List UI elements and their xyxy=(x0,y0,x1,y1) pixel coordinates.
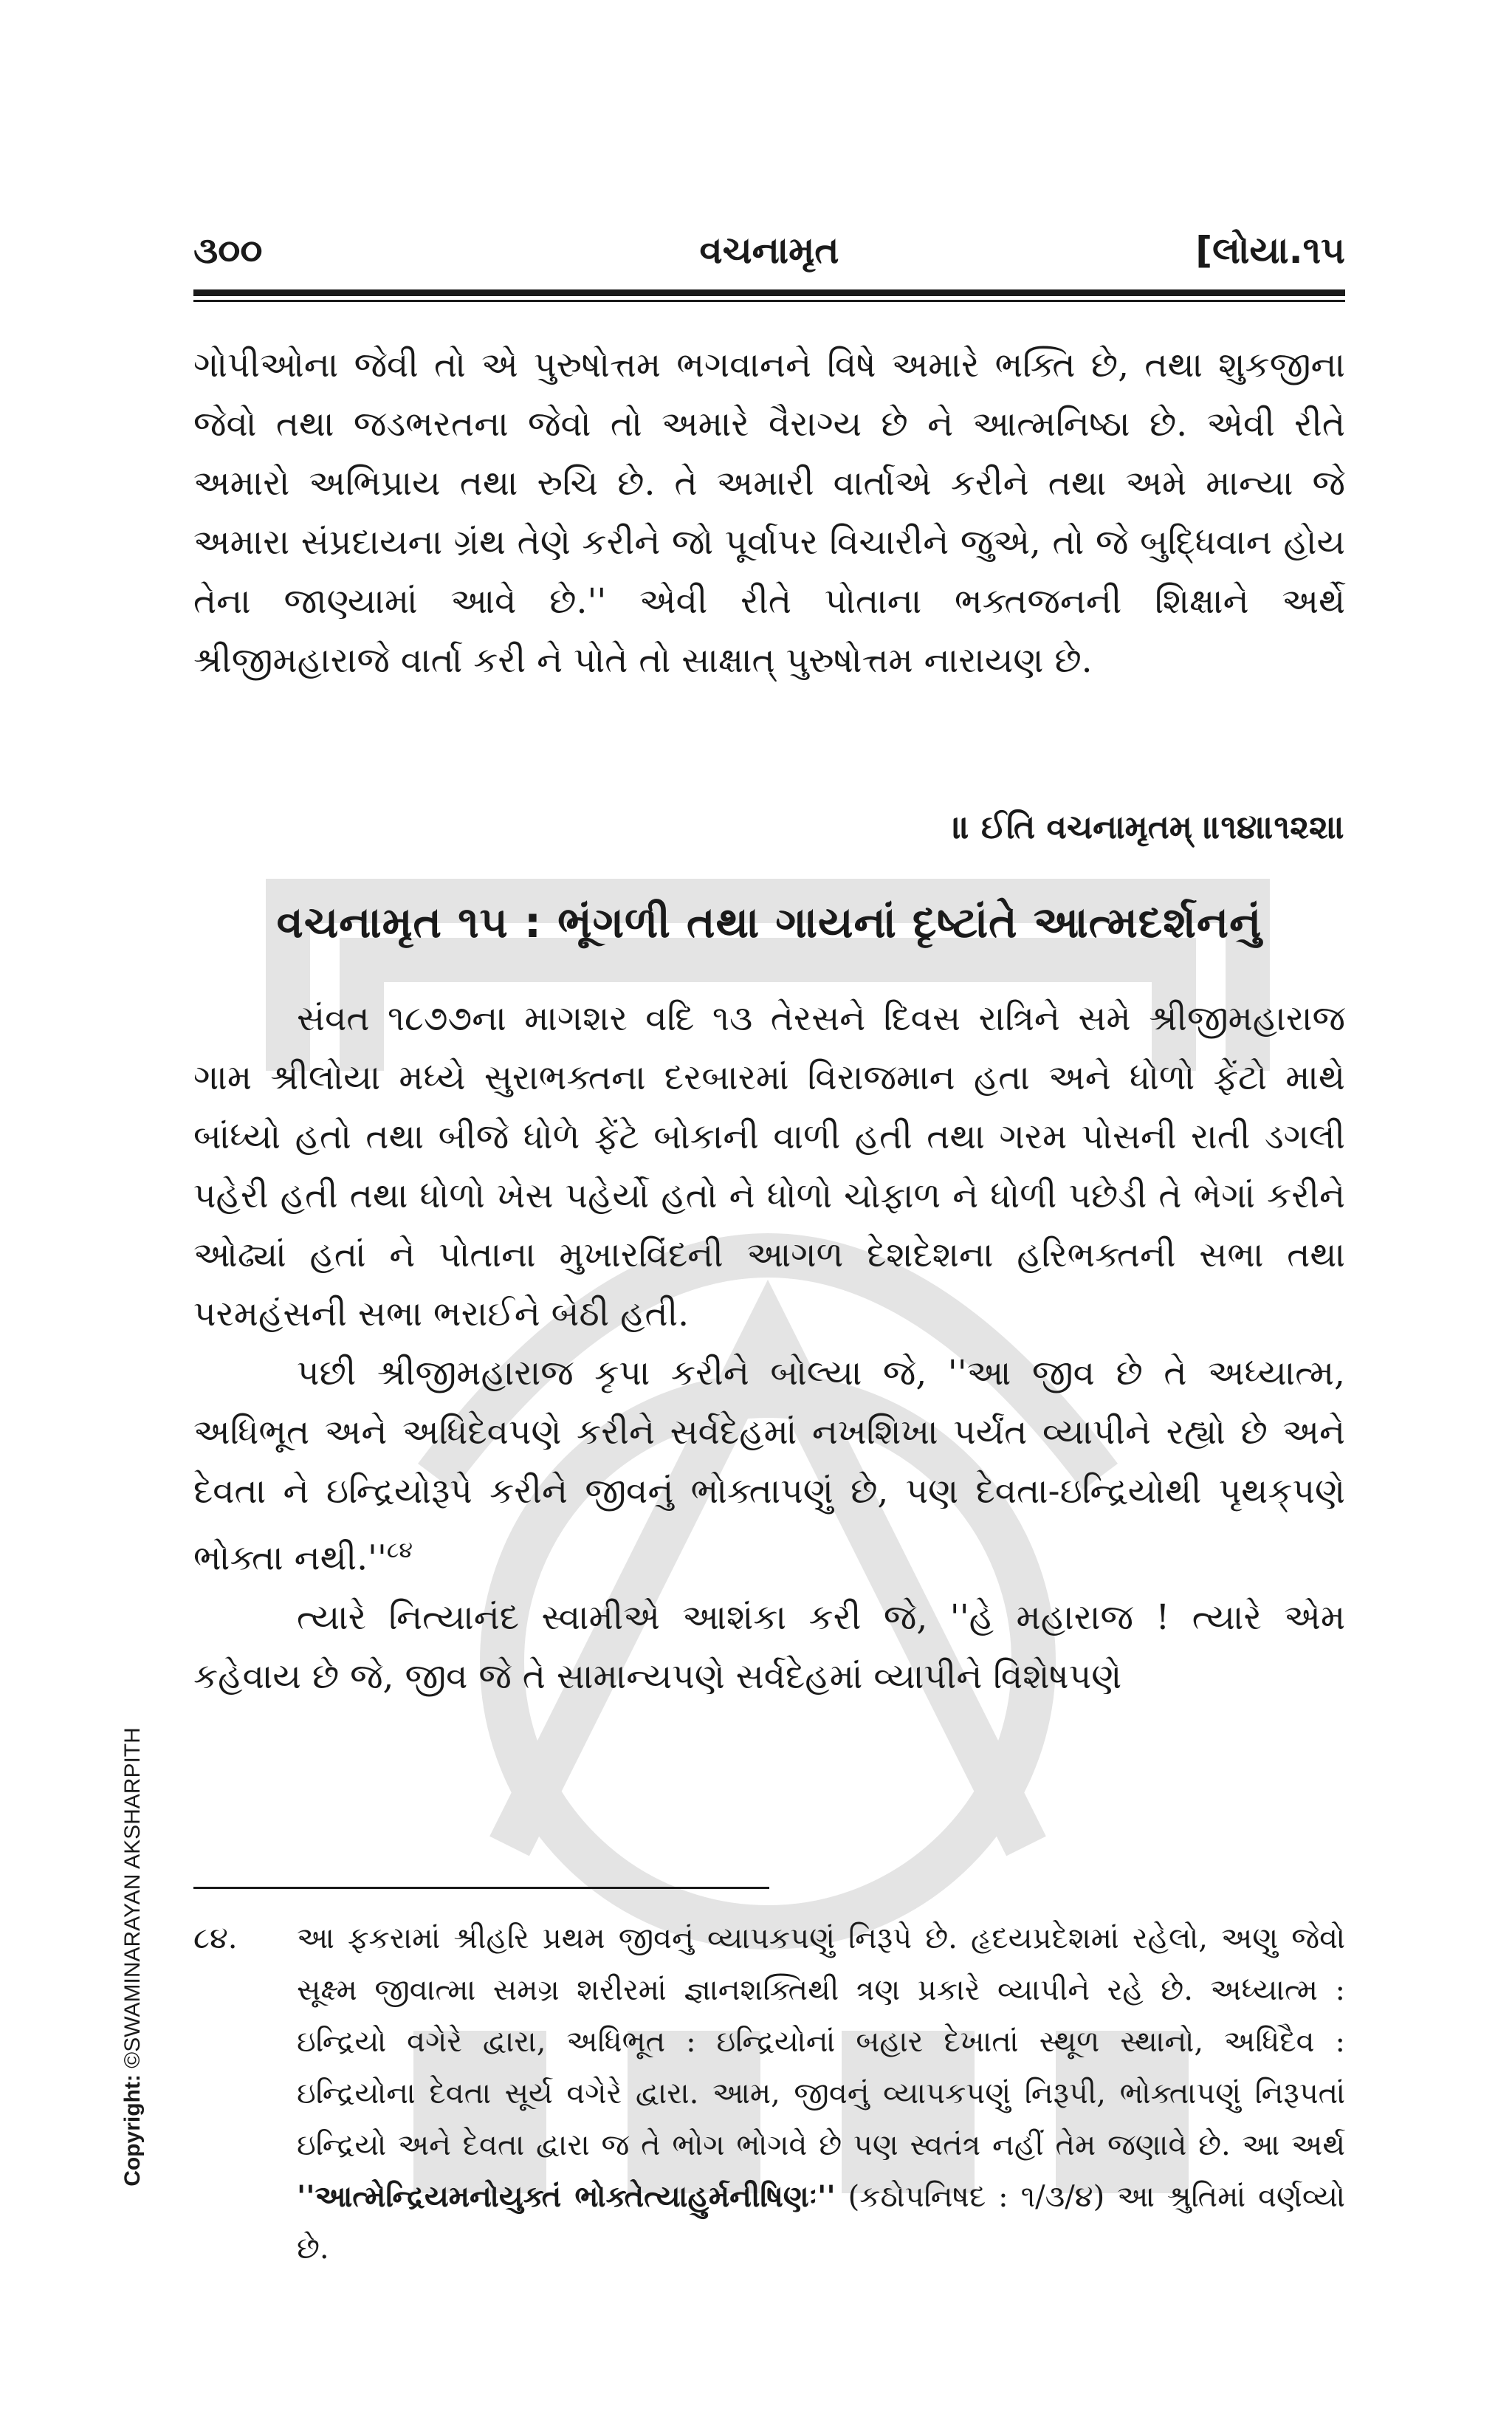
book-title: વચનામૃત xyxy=(699,229,839,272)
footnote-text: આ ફકરામાં શ્રીહરિ પ્રથમ જીવનું વ્યાપકપણું નિરૂપે છે. હૃદયપ્રદેશમાં રહેલો, અણુ જેવો સૂક્ષ્મ જીવાત્મા સમગ્ર શરીરમાં જ્ઞાનશક્તિથી ત્રણ પ્રકારે વ્યાપીને રહે છે. અધ્યાત્મ : ઇન્દ્રિયો વગેરે દ્વારા, અધિભૂત : ઇન્દ્રિયોનાં બહાર દેખાતાં સ્થૂળ સ્થાનો, અધિદૈવ : ઇન્દ્રિયોના દેવતા સૂર્ય વગેરે દ્વારા. આમ, જીવનું વ્યાપકપણું નિરૂપી, ભોક્તાપણું નિરૂપતાં ઇન્દ્રિયો અને દેવતા દ્વારા જ તે ભોગ ભોગવે છે પણ સ્વતંત્ર નહીં તેમ જણાવે છે. આ અર્થ xyxy=(297,1921,1345,2162)
footnote-number: ૮૪. xyxy=(193,1921,238,1955)
footnote-ref: ૮૪ xyxy=(386,1537,413,1563)
running-header xyxy=(193,222,1345,288)
page-number: ૩૦૦ xyxy=(193,229,263,272)
footnote-body xyxy=(297,1913,1345,2274)
closing-line: ॥ ઈતિ વચનામૃતમ્ ॥૧૪॥૧૨૨॥ xyxy=(952,809,1345,846)
footnote xyxy=(193,1913,1345,2274)
copyright-label: Copyright: xyxy=(120,2074,145,2187)
footnote-after-quote: (કઠોપનિષદ : ૧/૩/૪) આ શ્રુતિમાં વર્ણવ્યો છે. xyxy=(297,2180,1345,2266)
footnote-rule xyxy=(193,1887,769,1889)
copyright-notice xyxy=(111,1625,155,2289)
main-body xyxy=(193,990,1345,1707)
paragraph-2: સંવત ૧૮૭૭ના માગશર વદિ ૧૩ તેરસને દિવસ રાત્રિને સમે શ્રીજીમહારાજ ગામ શ્રીલોયા મધ્યે સુરાભક્તના દરબારમાં વિરાજમાન હતા અને ધોળો ફેંટો માથે બાંધ્યો હતો તથા બીજે ધોળે ફેંટે બોકાની વાળી હતી તથા ગરમ પોસની રાતી ડગલી પહેરી હતી તથા ધોળો ખેસ પહેર્યો હતો ને ધોળો ચોફાળ ને ધોળી પછેડી તે ભેગાં કરીને ઓઢ્યાં હતાં ને પોતાના મુખારવિંદની આગળ દેશદેશના હરિભક્તની સભા તથા પરમહંસની સભા ભરાઈને બેઠી હતી. xyxy=(193,998,1345,1334)
paragraph-3 xyxy=(193,1344,1345,1588)
copyright-text xyxy=(120,1727,145,2187)
paragraph-4: ત્યારે નિત્યાનંદ સ્વામીએ આશંકા કરી જે, ''હે મહારાજ ! ત્યારે એમ કહેવાય છે જે, જીવ જે તે સામાન્યપણે સર્વદેહમાં વ્યાપીને વિશેષપણે xyxy=(193,1597,1345,1697)
paragraph-1: ગોપીઓના જેવી તો એ પુરુષોત્તમ ભગવાનને વિષે અમારે ભક્તિ છે, તથા શુકજીના જેવો તથા જડભરતના જેવો તો અમારે વૈરાગ્ય છે ને આત્મનિષ્ઠા છે. એવી રીતે અમારો અભિપ્રાય તથા રુચિ છે. તે અમારી વાર્તાએ કરીને તથા અમે માન્યા જે અમારા સંપ્રદાયના ગ્રંથ તેણે કરીને જો પૂર્વાપર વિચારીને જુએ, તો જે બુદ્ધિવાન હોય તેના જાણ્યામાં આવે છે.'' એવી રીતે પોતાના ભક્તજનની શિક્ષાને અર્થે શ્રીજીમહારાજે વાર્તા કરી ને પોતે તો સાક્ષાત્ પુરુષોત્તમ નારાયણ છે. xyxy=(193,345,1345,681)
footnote-quote: ''આત્મેન્દ્રિયમનોયુક્તં ભોક્તેત્યાહુર્મનીષિણઃ'' xyxy=(297,2180,836,2214)
chapter-title: વચનામૃત ૧૫ : ભૂંગળી તથા ગાયનાં દૃષ્ટાંતે આત્મદર્શનનું xyxy=(276,897,1262,947)
header-rule-thick xyxy=(193,289,1345,296)
header-rule-thin xyxy=(193,300,1345,302)
section-label: [લોયા.૧૫ xyxy=(1195,229,1345,272)
paragraph-3-text: પછી શ્રીજીમહારાજ કૃપા કરીને બોલ્યા જે, ''આ જીવ છે તે અધ્યાત્મ, અધિભૂત અને અધિદેવપણે કરીને સર્વદેહમાં નખશિખા પર્યંત વ્યાપીને રહ્યો છે અને દેવતા ને ઇન્દ્રિયોરૂપે કરીને જીવનું ભોક્તાપણું છે, પણ દેવતા-ઇન્દ્રિયોથી પૃથક્‌પણે ભોક્તા નથી.'' xyxy=(193,1353,1345,1579)
copyright-holder: ©SWAMINARAYAN AKSHARPITH xyxy=(120,1727,145,2068)
